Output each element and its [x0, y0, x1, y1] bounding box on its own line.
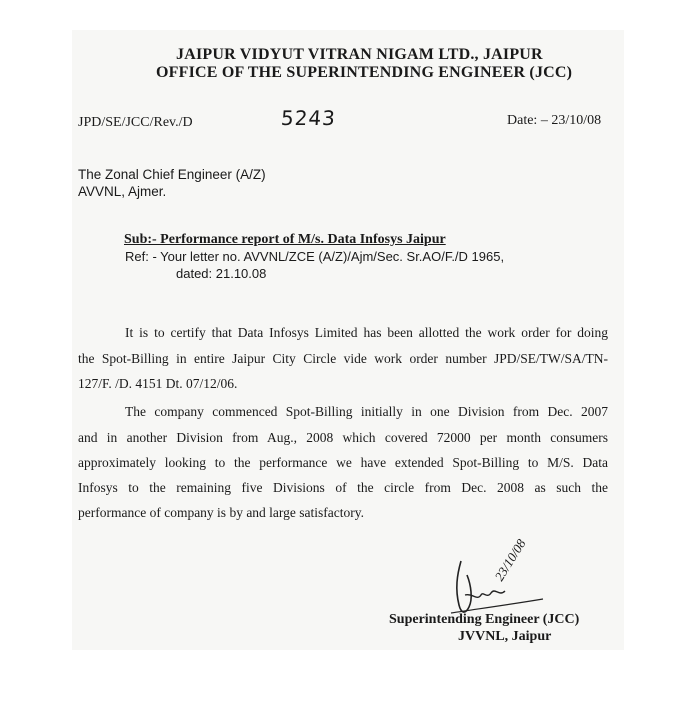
reference-line-2: dated: 21.10.08	[176, 266, 267, 281]
paragraph-2-line-4: Infosys to the remaining five Divisions of the circle from Dec. 2008 as such the	[78, 480, 608, 495]
paragraph-2-line-2: and in another Division from Aug., 2008 which covered 72000 per month consumers	[78, 430, 608, 445]
paragraph-2-line-1: The company commenced Spot-Billing initially in one Division from Dec. 2007	[125, 404, 608, 419]
paragraph-1-line-1: It is to certify that Data Infosys Limited has been allotted the work order for doing	[125, 325, 608, 340]
paragraph-2-line-5: performance of company is by and large satisfactory.	[78, 505, 365, 520]
reference-line-1: Ref: - Your letter no. AVVNL/ZCE (A/Z)/Ajm/Sec. Sr.AO/F./D 1965,	[125, 249, 505, 264]
addressee-line-2: AVVNL, Ajmer.	[78, 184, 167, 199]
signatory-title: Superintending Engineer (JCC)	[389, 612, 580, 627]
reference-number: JPD/SE/JCC/Rev./D	[78, 115, 193, 130]
subject-line: Sub:- Performance report of M/s. Data Infosys Jaipur	[124, 232, 446, 247]
addressee-line-1: The Zonal Chief Engineer (A/Z)	[78, 167, 266, 182]
paragraph-1-line-3: 127/F. /D. 4151 Dt. 07/12/06.	[78, 376, 238, 391]
signatory-org: JVVNL, Jaipur	[458, 629, 552, 644]
paragraph-1-line-2: the Spot-Billing in entire Jaipur City Circle vide work order number JPD/SE/TW/SA/TN-	[78, 351, 608, 366]
handwritten-number: 5243	[280, 106, 337, 130]
org-heading: JAIPUR VIDYUT VITRAN NIGAM LTD., JAIPUR	[176, 46, 543, 63]
handwritten-date: 23/10/08	[491, 536, 529, 584]
paragraph-2-line-3: approximately looking to the performance we have extended Spot-Billing to M/S. Data	[78, 455, 608, 470]
letter-date: Date: – 23/10/08	[507, 113, 602, 128]
office-heading: OFFICE OF THE SUPERINTENDING ENGINEER (JCC)	[156, 64, 573, 81]
